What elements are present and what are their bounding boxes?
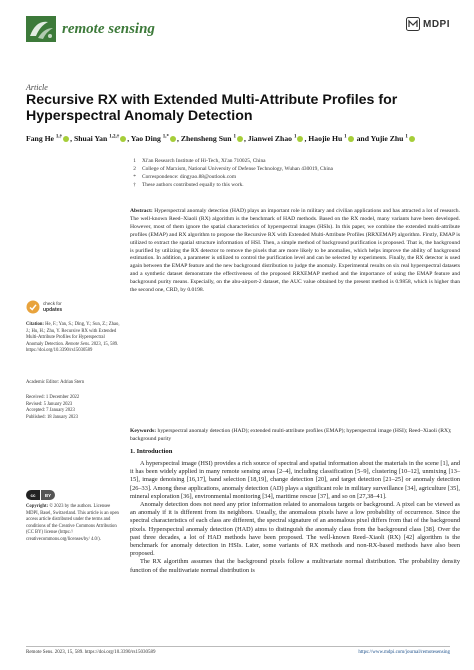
keywords (130, 428, 460, 444)
date-line: Published: 18 January 2023 (26, 414, 78, 420)
by-icon: BY (41, 490, 55, 500)
citation-text: He, F.; Yan, S.; Ding, Y.; Sun, Z.; Zhao, J.; Hu, H.; Zhu, Y. Recursive RX with Extended Multi-Attribute Profiles for Hyperspectral Anomaly Detection. (26, 322, 120, 347)
orcid-icon[interactable] (409, 136, 415, 142)
paper-title: Recursive RX with Extended Multi-Attribute Profiles for Hyperspectral Anomaly Detection (26, 92, 398, 124)
body-paragraph: Anomaly detection does not need any prior information related to anomalous targets or background. A pixel can be viewed as an anomaly if it is different from its neighbors. Usually, the anomalous pixels have a low probability of occurrence. Since the spectral characteristics of each class are different, the spectral signature of an anomalous pixel differs from that of the background pixels. Hyperspectral anomaly detection (HAD) aims to distinguish the anomaly class from the background class [38]. Over the past three decades, a lot of HAD methods have been proposed. The well-known Reed–Xiaoli (RX) [42] algorithm is the benchmark for anomaly detection in HSIs. Later, some variants of RX methods and non-RX-based methods have also been proposed. (130, 501, 460, 558)
leaf-pattern-icon (26, 16, 56, 42)
author-list: Fang He $^{1,\dagger}$ , Shuai Yan $^{1,2,\dagger}$ , Yao Ding $^{1,*}$ , Zhensheng Sun $^1$ , Jianwei Zhao $^1$ , Haojie Hu $^1$ and Yujie Zhu $^1$ (26, 134, 466, 143)
author-name[interactable]: Jianwei Zhao $^1$ (248, 134, 305, 143)
cc-icon: cc (26, 490, 40, 500)
orcid-icon[interactable] (170, 136, 176, 142)
affiliation-row (130, 157, 460, 165)
journal-name[interactable]: remote sensing (62, 20, 155, 37)
affiliation-text: Correspondence: dingyao.88@outlook.com (142, 174, 237, 180)
date-line: Revised: 5 January 2023 (26, 401, 73, 407)
footer-rule (26, 646, 450, 647)
publisher-logo[interactable] (406, 17, 450, 31)
page-footer (26, 650, 450, 655)
affiliation-text: These authors contributed equally to this work. (142, 182, 244, 188)
orcid-icon[interactable] (63, 136, 69, 142)
author-affiliation-mark: 1 (405, 134, 408, 140)
citation-label: Citation: (26, 322, 44, 327)
orcid-icon[interactable] (120, 136, 126, 142)
affiliation-text: Xi'an Research Institute of Hi-Tech, Xi'an 710025, China (142, 158, 266, 164)
cc-license-badge[interactable] (26, 490, 55, 500)
affiliation-row (130, 173, 460, 181)
abstract-label: Abstract: (130, 208, 153, 214)
author-name[interactable]: Yao Ding $^{1,*}$ (131, 134, 177, 143)
mdpi-logo-icon (406, 17, 420, 31)
affiliation-text: College of Marxism, National University of Defense Technology, Wuhan 430019, China (142, 166, 333, 172)
author-affiliation-mark: 1,* (162, 134, 170, 140)
affiliations (130, 157, 460, 189)
author-affiliation-mark: 1,2,† (109, 134, 120, 140)
affiliation-row (130, 181, 460, 189)
abstract-text: Hyperspectral anomaly detection (HAD) plays an important role in military and civilian applications and has attracted a lot of research. The well-known Reed–Xiaoli (RX) algorithm is the benchmark of HAD methods. Based on the RX model, many variants have been developed. However, most of them ignore the spatial characteristics of hyperspectral images (HSIs). In this paper, we combine the extended multi-attribute profiles (EMAP) and RX algorithm to propose the Recursive RX with Extended Multi-Attribute Profiles (RRXEMAP) algorithm. Firstly, EMAP is utilized to extract the spatial structure information of HSI. Then, a simple method of background purification is proposed. That is, the background is purified by utilizing the RX detector to remove the pixels that are more likely to be anomalies, which helps improve the ability of background estimation. In addition, a parameter is utilized to control the purification level and can be selected by experiments. Finally, the RX detector is used again between the EMAP feature and the new background distribution to judge the anomaly. Experimental results on six real hyperspectral datasets and a synthetic dataset demonstrate the effectiveness of the proposed RRXEMAP method and the importance of using the EMAP feature and background purity means. Especially, on the abu-airport-2 dataset, the AUC value obtained by the present method is 0.9858, which is higher than the second one, CRD, by 0.0198. (130, 208, 461, 294)
copyright-text: © 2023 by the authors. Licensee MDPI, Basel, Switzerland. This article is an open access article distributed under the terms and conditions of the Creative Commons Attribution (CC BY) license (https:// creativecommons.org/licenses/by/ 4.0/). (26, 504, 119, 542)
author-name[interactable]: Haojie Hu $^1$ (308, 134, 354, 143)
publisher-name: MDPI (423, 18, 450, 30)
author-affiliation-mark: 1 (344, 134, 347, 140)
article-type: Article (26, 83, 48, 92)
abstract (130, 208, 460, 295)
author-name[interactable]: Shuai Yan $^{1,2,\dagger}$ (74, 134, 127, 143)
affiliation-mark: † (133, 182, 136, 188)
affiliation-mark: 1 (133, 158, 136, 164)
orcid-icon[interactable] (297, 136, 303, 142)
date-line: Accepted: 7 January 2023 (26, 408, 75, 414)
footer-journal-link[interactable]: https://www.mdpi.com/journal/remotesensing (358, 650, 450, 655)
author-name[interactable]: Fang He $^{1,\dagger}$ (26, 134, 70, 143)
author-affiliation-mark: 1,† (55, 134, 63, 140)
citation-block (26, 322, 122, 355)
body-paragraph: The RX algorithm assumes that the background pixels follow a multivariate normal distribution. The probability density function of the multivariate normal distribution is (130, 558, 460, 574)
keywords-text: hyperspectral anomaly detection (HAD); extended multi-attribute profiles (EMAP); hyperspectral image (HSI); Reed–Xiaoli (RX); background purity (130, 428, 452, 442)
affiliation-row (130, 165, 460, 173)
affiliation-mark: 2 (133, 166, 136, 172)
orcid-icon[interactable] (237, 136, 243, 142)
orcid-icon[interactable] (348, 136, 354, 142)
copyright-label: Copyright: (26, 504, 49, 509)
footer-citation: Remote Sens. 2023, 15, 589. https://doi.org/10.3390/rs15030589 (26, 650, 156, 655)
date-line: Received: 1 December 2022 (26, 395, 80, 400)
academic-editor: Academic Editor: Adrian Stern (26, 380, 85, 385)
journal-header (26, 16, 155, 42)
publication-dates (26, 395, 122, 421)
check-for-updates-badge[interactable] (26, 300, 62, 314)
author-affiliation-mark: 1 (233, 134, 236, 140)
author-affiliation-mark: 1 (293, 134, 297, 140)
body-paragraph: A hyperspectral image (HSI) provides a rich source of spectral and spatial information about the materials in the scene [1], and it has been widely applied in many remote sensing areas [2–4], including classification [5–9], clustering [10–12], unmixing [13–15], image denoising [16,17], band selection [18,19], change detection [20], and target detection [21–25] or anomaly detection [26–33]. Among these applications, anomaly detection (AD) plays a significant role in military surveillance [34], agriculture [35], mineral exploration [36], environmental monitoring [34], maritime rescue [37], and so on [27,38–41]. (130, 460, 460, 500)
section-title: 1. Introduction (130, 448, 173, 455)
author-name[interactable]: Yujie Zhu $^1$ (371, 134, 416, 143)
citation-volume[interactable]: 2023, 15, 589. https://doi.org/10.3390/rs15030589 (26, 341, 119, 354)
affiliation-mark: * (133, 174, 136, 180)
author-name[interactable]: Zhensheng Sun $^1$ (181, 134, 244, 143)
check-updates-icon (26, 300, 40, 314)
introduction-body (130, 460, 460, 575)
check-updates-line1: check for (43, 301, 62, 307)
copyright-block (26, 504, 122, 544)
keywords-label: Keywords: (130, 428, 157, 434)
citation-journal: Remote Sens. (65, 341, 91, 347)
check-updates-line2: updates (43, 306, 63, 313)
